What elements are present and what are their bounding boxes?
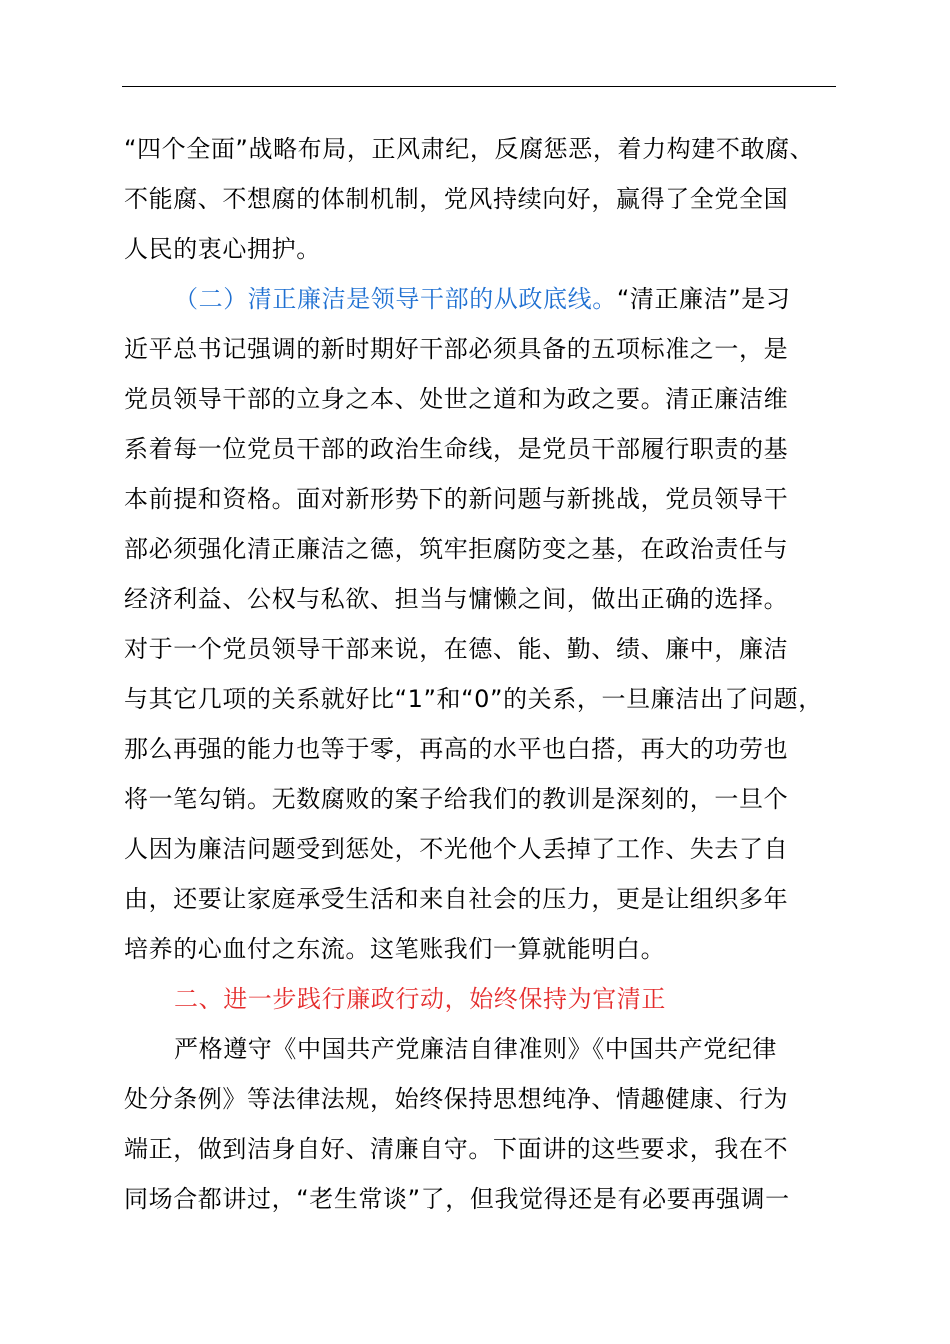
text-line: 同场合都讲过，“老生常谈”了，但我觉得还是有必要再强调一	[124, 1185, 790, 1213]
text-line: 经济利益、公权与私欲、担当与慵懒之间，做出正确的选择。	[124, 585, 789, 613]
text-line: “四个全面”战略布局，正风肃纪，反腐惩恶，着力构建不敢腐、	[124, 135, 815, 163]
text-line: 党员领导干部的立身之本、处世之道和为政之要。清正廉洁维	[124, 385, 789, 413]
text-line: 将一笔勾销。无数腐败的案子给我们的教训是深刻的，一旦个	[124, 785, 789, 813]
text-line: 部必须强化清正廉洁之德，筑牢拒腐防变之基，在政治责任与	[124, 535, 789, 563]
text-line: 与其它几项的关系就好比“1”和“0”的关系，一旦廉洁出了问题，	[124, 685, 823, 713]
subsection-heading: （二）清正廉洁是领导干部的从政底线。	[174, 285, 617, 313]
text-line: 人民的衷心拥护。	[124, 235, 321, 263]
text-line: 本前提和资格。面对新形势下的新问题与新挑战，党员领导干	[124, 485, 789, 513]
subsection-first-line	[124, 278, 838, 328]
document-body	[124, 128, 838, 1228]
text-line: 那么再强的能力也等于零，再高的水平也白搭，再大的功劳也	[124, 735, 789, 763]
text-line: 由，还要让家庭承受生活和来自社会的压力，更是让组织多年	[124, 885, 789, 913]
text-line: 系着每一位党员干部的政治生命线，是党员干部履行职责的基	[124, 435, 789, 463]
text-line: 处分条例》等法律法规，始终保持思想纯净、情趣健康、行为	[124, 1085, 789, 1113]
header-rule	[122, 86, 836, 87]
text-line: 人因为廉洁问题受到惩处，不光他个人丢掉了工作、失去了自	[124, 835, 789, 863]
text-line: 端正，做到洁身自好、清廉自守。下面讲的这些要求，我在不	[124, 1135, 789, 1163]
section-heading: 二、进一步践行廉政行动，始终保持为官清正	[174, 985, 666, 1013]
text-line: 近平总书记强调的新时期好干部必须具备的五项标准之一，是	[124, 335, 789, 363]
text-line: 培养的心血付之东流。这笔账我们一算就能明白。	[124, 935, 666, 963]
text-line: 不能腐、不想腐的体制机制，党风持续向好，赢得了全党全国	[124, 185, 789, 213]
text-span: “清正廉洁”是习	[616, 285, 791, 313]
text-line: 对于一个党员领导干部来说，在德、能、勤、绩、廉中，廉洁	[124, 635, 789, 663]
text-line: 严格遵守《中国共产党廉洁自律准则》《中国共产党纪律	[174, 1035, 777, 1063]
